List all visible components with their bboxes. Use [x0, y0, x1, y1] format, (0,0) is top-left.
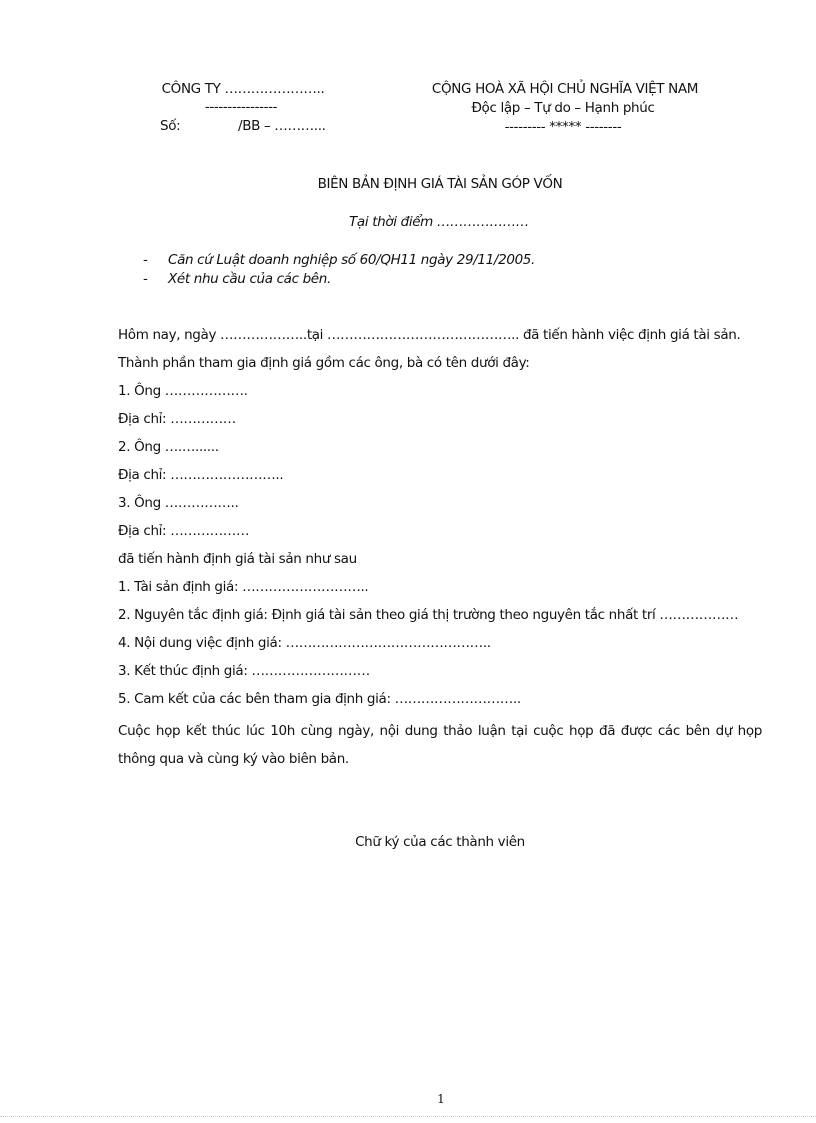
valuation-heading: đã tiến hành định giá tài sản như sau	[118, 551, 357, 567]
document-subtitle: Tại thời điểm …………………	[349, 214, 529, 230]
signature-label: Chữ ký của các thành viên	[355, 834, 525, 850]
participant-2-address: Địa chỉ: ……………………..	[118, 467, 284, 483]
document-number-label: Số:	[160, 118, 181, 134]
national-ornament: --------- ***** --------	[504, 119, 622, 135]
national-title: CỘNG HOÀ XÃ HỘI CHỦ NGHĨA VIỆT NAM	[431, 81, 699, 97]
valuation-item-assets: 1. Tài sản định giá: ………………………..	[118, 579, 369, 595]
participant-3-address: Địa chỉ: ………………	[118, 523, 250, 539]
valuation-item-conclusion: 3. Kết thúc định giá: ………………………	[118, 663, 370, 679]
participant-2-name: 2. Ông ….…......	[118, 439, 219, 455]
page-bottom-edge	[0, 1116, 816, 1117]
valuation-item-principle: 2. Nguyên tắc định giá: Định giá tài sản theo giá thị trường theo nguyên tắc nhất trí ………………	[118, 607, 739, 623]
national-motto: Độc lập – Tự do – Hạnh phúc	[471, 100, 655, 116]
participants-heading: Thành phần tham gia định giá gồm các ông, bà có tên dưới đây:	[118, 355, 530, 371]
valuation-item-content: 4. Nội dung việc định giá: ………………………………………..	[118, 635, 491, 651]
valuation-item-commitment: 5. Cam kết của các bên tham gia định giá: ………………………..	[118, 691, 521, 707]
basis-bullet-1: -	[143, 252, 148, 268]
legal-basis-1: Căn cứ Luật doanh nghiệp số 60/QH11 ngày 29/11/2005.	[168, 252, 535, 268]
document-title: BIÊN BẢN ĐỊNH GIÁ TÀI SẢN GÓP VỐN	[317, 176, 563, 192]
meeting-intro: Hôm nay, ngày ………………..tại …………………………………….. đã tiến hành việc định giá tài sản.	[118, 327, 741, 343]
company-name: CÔNG TY …………………..	[161, 81, 325, 97]
participant-3-name: 3. Ông ……………..	[118, 495, 239, 511]
closing-paragraph: Cuộc họp kết thúc lúc 10h cùng ngày, nội dung thảo luận tại cuộc họp đã được các bên dự họp thông qua và cùng ký vào biên bản.	[118, 723, 762, 767]
company-divider: ----------------	[204, 99, 278, 115]
document-number-suffix: /BB – ………...	[238, 118, 326, 134]
basis-bullet-2: -	[143, 271, 148, 287]
participant-1-address: Địa chỉ: ……………	[118, 411, 236, 427]
legal-basis-2: Xét nhu cầu của các bên.	[168, 271, 331, 287]
page-number: 1	[437, 1092, 445, 1106]
participant-1-name: 1. Ông ……………….	[118, 383, 248, 399]
